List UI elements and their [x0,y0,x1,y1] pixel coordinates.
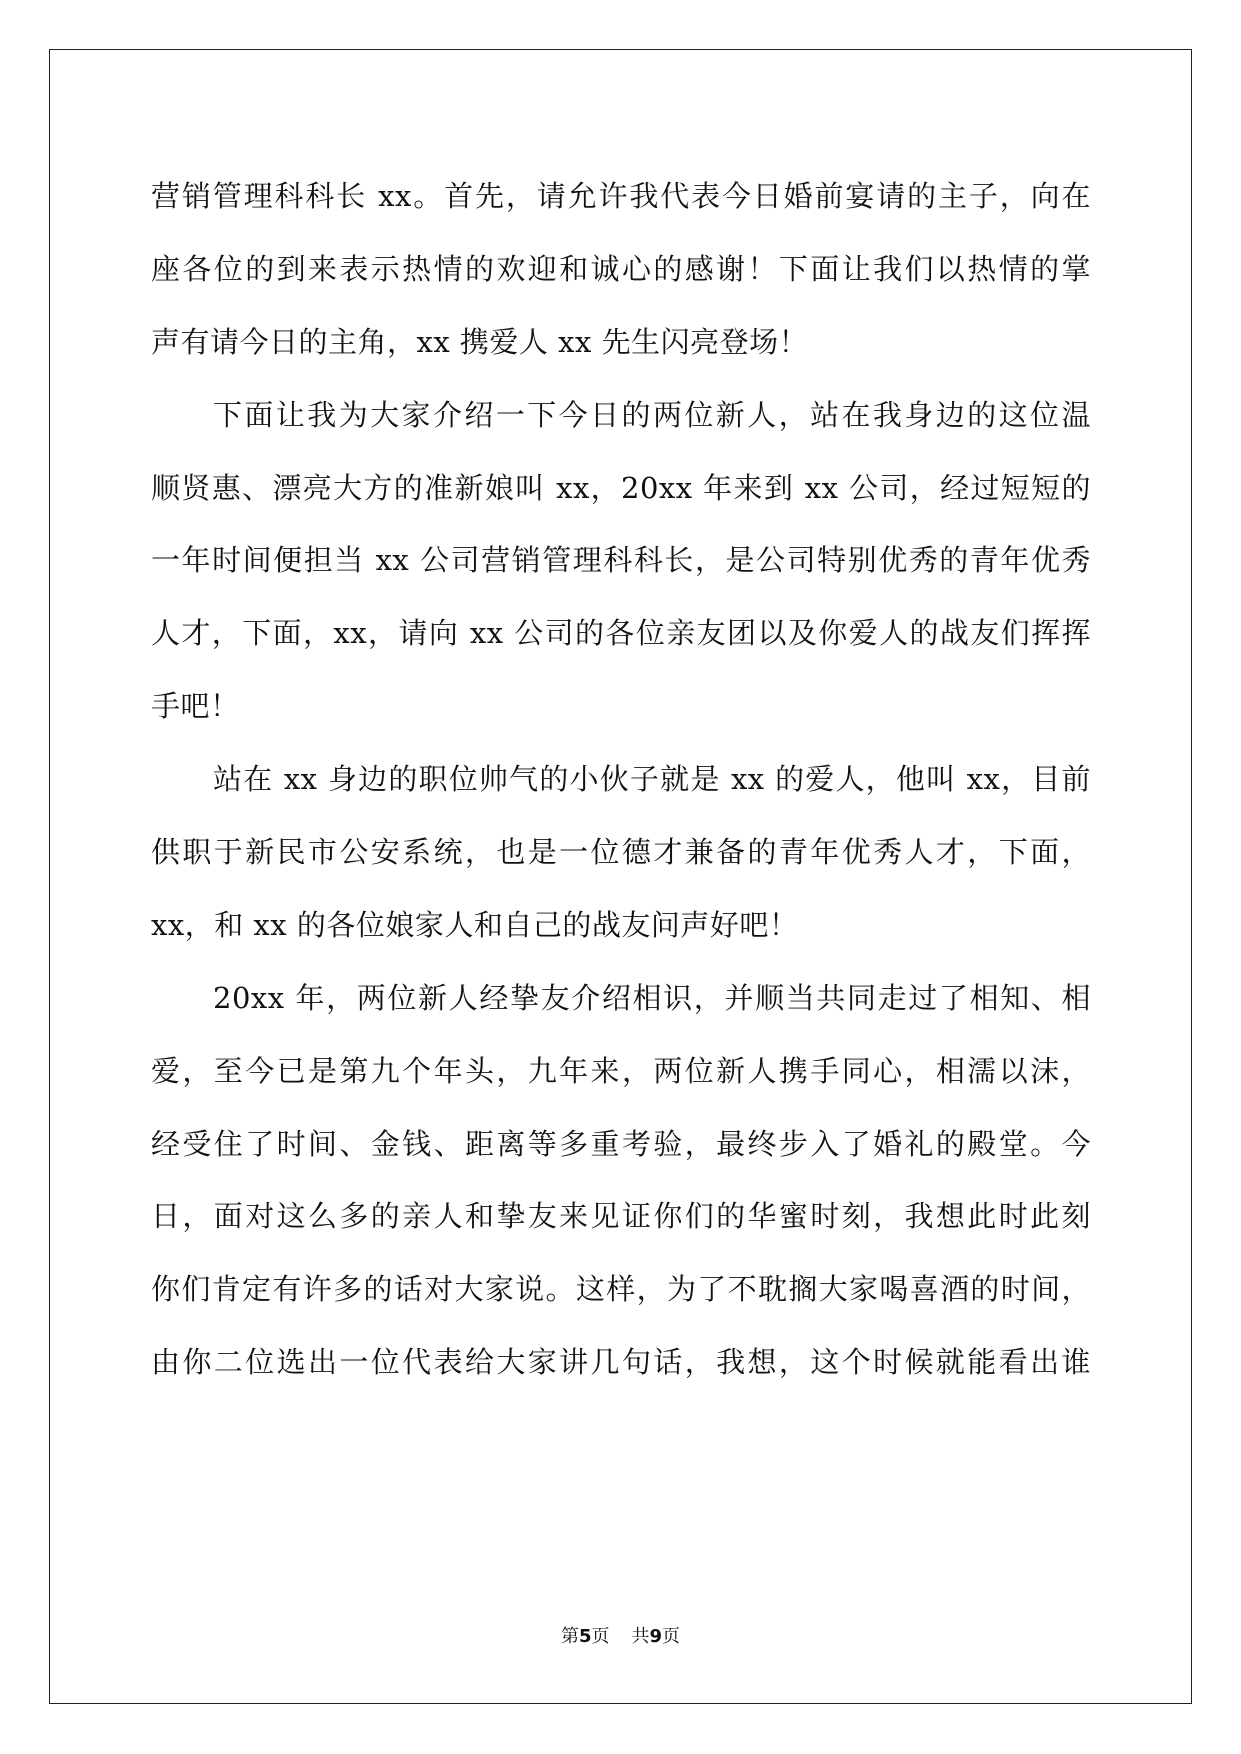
text-line: 一年时间便担当 xx 公司营销管理科科长，是公司特别优秀的青年优秀 [151,543,1091,578]
text-line: 供职于新民市公安系统，也是一位德才兼备的青年优秀人才，下面， [151,835,1091,870]
text-line: 声有请今日的主角，xx 携爱人 xx 先生闪亮登场！ [151,324,809,359]
text-line: 由你二位选出一位代表给大家讲几句话，我想，这个时候就能看出谁 [151,1345,1091,1380]
text-line: 你们肯定有许多的话对大家说。这样，为了不耽搁大家喝喜酒的时间， [151,1272,1091,1307]
text-line: 爱，至今已是第九个年头，九年来，两位新人携手同心，相濡以沫， [151,1053,1091,1088]
text-line: 站在 xx 身边的职位帅气的小伙子就是 xx 的爱人，他叫 xx，目前 [213,762,1091,797]
total-suffix: 页 [662,1626,681,1647]
text-line: 20xx 年，两位新人经挚友介绍相识，并顺当共同走过了相知、相 [213,980,1091,1015]
text-line: 下面让我为大家介绍一下今日的两位新人，站在我身边的这位温 [213,397,1091,432]
text-line: 座各位的到来表示热情的欢迎和诚心的感谢！下面让我们以热情的掌 [151,251,1091,286]
text-line: 日，面对这么多的亲人和挚友来见证你们的华蜜时刻，我想此时此刻 [151,1199,1091,1234]
text-line: 手吧！ [151,689,240,724]
page-number: 5 [578,1626,592,1647]
text-line: 人才，下面，xx，请向 xx 公司的各位亲友团以及你爱人的战友们挥挥 [151,616,1091,651]
page-suffix: 页 [591,1626,610,1647]
text-line: 顺贤惠、漂亮大方的准新娘叫 xx，20xx 年来到 xx 公司，经过短短的 [151,470,1091,505]
text-line: 经受住了时间、金钱、距离等多重考验，最终步入了婚礼的殿堂。今 [151,1126,1091,1161]
total-pages: 9 [649,1626,663,1647]
document-body [151,160,1091,1399]
text-line: xx，和 xx 的各位娘家人和自己的战友问声好吧！ [151,907,799,942]
page-footer [0,1622,1241,1648]
page-prefix: 第 [560,1626,579,1647]
text-line: 营销管理科科长 xx。首先，请允许我代表今日婚前宴请的主子，向在 [151,179,1091,213]
total-prefix: 共 [631,1626,650,1647]
